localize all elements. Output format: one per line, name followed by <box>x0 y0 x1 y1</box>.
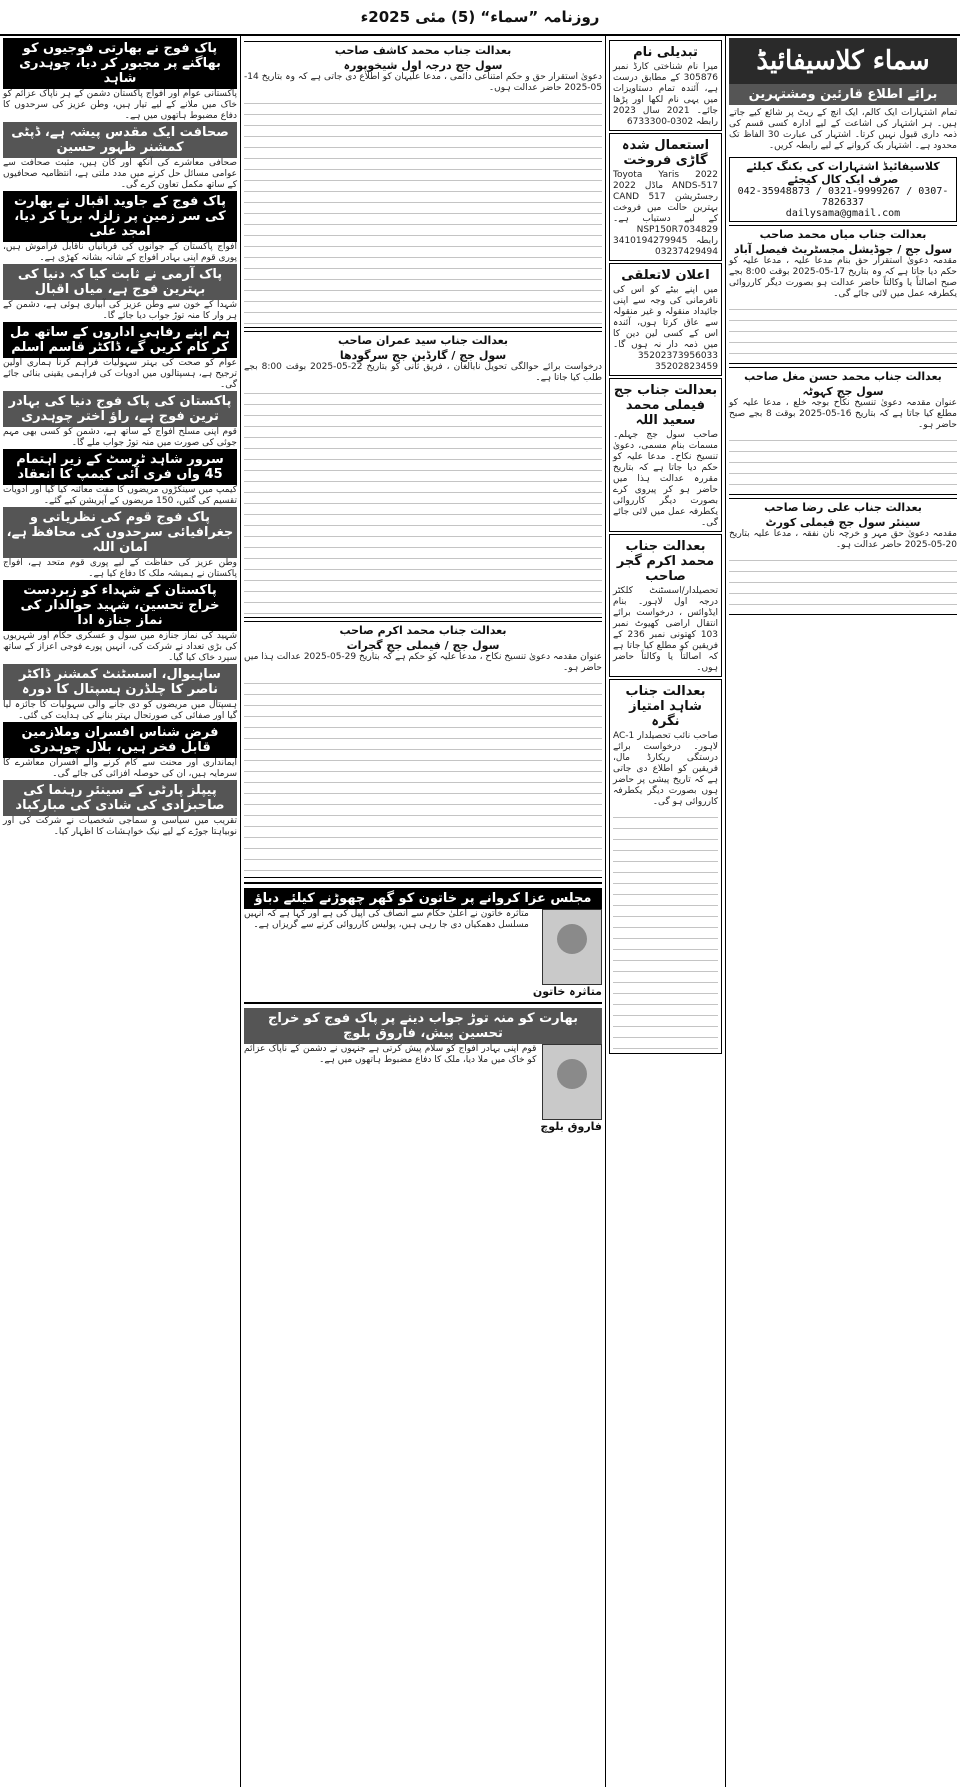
photo-silhouette <box>557 924 587 954</box>
photo-silhouette <box>557 1059 587 1089</box>
story-row <box>244 909 602 998</box>
ads-column <box>605 36 725 1787</box>
news-headline: پاکستان کے شہداء کو زبردست خراج تحسین، شہید حوالدار کی نماز جنازہ ادا <box>3 580 237 631</box>
notice-court: بعدالت جناب محمد حسن مغل صاحب <box>744 370 942 383</box>
booking-box <box>729 157 957 222</box>
notice-court: بعدالت جناب محمد اکرم صاحب <box>339 624 507 637</box>
ad-box <box>609 679 722 1054</box>
story-photo <box>540 1044 602 1133</box>
notice-text: درخواست برائے حوالگی تحویل نابالغان ، فریق ثانی کو بتاریخ 22-05-2025 بوقت 8:00 بجے طلب کیا جاتا ہے۔ <box>244 362 602 383</box>
story-headline: مجلس عزا کروانے پر خاتون کو گھر چھوڑنے کیلئے دباؤ <box>244 888 602 909</box>
news-headline: سرور شاہد ٹرسٹ کے زیر اہتمام 45 واں فری آئی کیمپ کا انعقاد <box>3 449 237 485</box>
woman-photo <box>542 909 602 985</box>
story-headline: بھارت کو منہ توڑ جواب دینے پر پاک فوج کو خراج تحسین پیش، فاروق بلوچ <box>244 1008 602 1044</box>
notice-text: مقدمہ دعویٰ حق مہر و خرچہ نان نفقہ ، مدعا علیہ بتاریخ 20-05-2025 حاضر عدالت ہو۔ <box>729 529 957 550</box>
ad-text: میں اپنے بیٹے کو اس کی نافرمانی کی وجہ سے اپنی جائیداد منقولہ و غیر منقولہ سے عاق کرتا ہوں، آئندہ اس کے کسی لین دین کا میں ذمہ دار نہ ہوں گا۔ 35202373956033 35202823459 <box>613 285 718 372</box>
ad-box <box>609 263 722 376</box>
news-headline: صحافت ایک مقدس پیشہ ہے، ڈپٹی کمشنر ظہور حسین <box>3 122 237 158</box>
ad-box <box>609 534 722 677</box>
ad-title: بعدالت جناب محمد اکرم گجر صاحب <box>616 539 715 584</box>
news-text: صحافی معاشرے کی آنکھ اور کان ہیں، مثبت صحافت سے عوامی مسائل حل کرنے میں مدد ملتی ہے، انتظامیہ صحافیوں کے ساتھ مکمل تعاون کرے گی۔ <box>3 158 237 190</box>
ad-title: استعمال شدہ گاڑی فروخت <box>621 138 710 168</box>
news-text: ایمانداری اور محنت سے کام کرنے والے افسران معاشرے کا سرمایہ ہیں، ان کی حوصلہ افزائی کی جائے گی۔ <box>3 758 237 779</box>
ad-text: صاحب نائب تحصیلدار AC-1 لاہور۔ درخواست برائے درستگی ریکارڈ مال، فریقین کو اطلاع دی جاتی ہے کہ تاریخ پیشی پر حاضر ہوں بصورت دیگر یکطرفہ کارروائی ہو گی۔ <box>613 731 718 807</box>
text-lines <box>729 434 957 494</box>
notice-judge: سول جج / فیملی جج گجرات <box>346 639 500 652</box>
news-headline: پاک فوج قوم کی نظریاتی و جغرافیائی سرحدوں کی محافظ ہے، امان اللہ <box>3 507 237 558</box>
booking-phones: 042-35948873 / 0321-9999267 / 0307-7826337 <box>737 186 949 208</box>
ad-title: اعلان لاتعلقی <box>621 268 710 283</box>
ad-box <box>609 40 722 131</box>
court-notice <box>244 621 602 878</box>
notice-text: دعویٰ استقرار حق و حکم امتناعی دائمی ، مدعا علیہان کو اطلاع دی جاتی ہے کہ وہ بتاریخ 14-05-2025 حاضر عدالت ہوں۔ <box>244 72 602 93</box>
notice-judge: سول جج کہوٹہ <box>802 385 884 398</box>
court-notice <box>729 367 957 495</box>
text-lines <box>613 811 718 1051</box>
news-text: شہدا کے خون سے وطن عزیز کی آبیاری ہوئی ہے، دشمن کے ہر وار کا منہ توڑ جواب دیا جائے گا۔ <box>3 300 237 321</box>
text-lines <box>244 677 602 877</box>
ad-title: تبدیلی نام <box>633 45 698 60</box>
text-lines <box>729 303 957 363</box>
notice-court: بعدالت جناب محمد کاشف صاحب <box>334 44 512 57</box>
news-text: کیمپ میں سینکڑوں مریضوں کا مفت معائنہ کیا گیا اور ادویات تقسیم کی گئیں، 150 مریضوں کے آپریشن کیے گئے۔ <box>3 485 237 506</box>
news-headline: ہم اپنے رفاہی اداروں کے ساتھ مل کر کام کریں گے، ڈاکٹر قاسم اسلم <box>3 322 237 358</box>
notice-judge: سول جج / گارڈین جج سرگودھا <box>339 349 507 362</box>
photo-caption: متاثرہ خاتون <box>532 985 602 998</box>
notice-court: بعدالت جناب علی رضا صاحب <box>764 501 922 514</box>
court-notice <box>729 225 957 364</box>
news-headline: پاک فوج کے جاوید اقبال نے بھارت کی سر زمین پر زلزلہ برپا کر دیا، امجد علی <box>3 191 237 242</box>
classified-column <box>725 36 960 1787</box>
notice-judge: سول جج / جوڈیشل مجسٹریٹ فیصل آباد <box>733 243 953 256</box>
news-headline: ساہیوال، اسسٹنٹ کمشنر ڈاکٹر ناصر کا چلڈرن ہسپتال کا دورہ <box>3 664 237 700</box>
classified-intro: تمام اشتہارات ایک کالم، ایک انچ کے ریٹ پر شائع کیے جاتے ہیں۔ ہر اشتہار کی اشاعت کے لیے ادارہ کسی قسم کی ذمہ داری قبول نہیں کرتا۔ اشتہار کی عبارت 30 الفاظ تک محدود ہے۔ اشتہار بک کروانے کے لیے رابطہ کریں۔ <box>729 108 957 151</box>
news-headline: پاک فوج نے بھارتی فوجیوں کو بھاگنے پر مجبور کر دیا، چوہدری شاہد <box>3 38 237 89</box>
news-text: شہید کی نماز جنازہ میں سول و عسکری حکام اور شہریوں کی بڑی تعداد نے شرکت کی، انہیں پورے فوجی اعزاز کے ساتھ سپرد خاک کیا گیا۔ <box>3 631 237 663</box>
ad-box <box>609 133 722 261</box>
news-text: پاکستانی عوام اور افواج پاکستان دشمن کے ہر ناپاک عزائم کو خاک میں ملانے کے لیے تیار ہیں، وطن عزیز کی سرحدوں کا دفاع مضبوط ہاتھوں میں ہے۔ <box>3 89 237 121</box>
news-text: افواج پاکستان کے جوانوں کی قربانیاں ناقابل فراموش ہیں، پوری قوم اپنی بہادر افواج کے شانہ بشانہ کھڑی ہے۔ <box>3 242 237 263</box>
ad-title: بعدالت جناب جج فیملی محمد سعید اللہ <box>613 383 718 428</box>
news-text: تقریب میں سیاسی و سماجی شخصیات نے شرکت کی اور نوبیاہتا جوڑے کے لیے نیک خواہشات کا اظہار کیا۔ <box>3 816 237 837</box>
notice-court: بعدالت جناب سید عمران صاحب <box>337 334 509 347</box>
news-column <box>0 36 240 1787</box>
notice-text: عنوان مقدمہ دعویٰ تنسیخ نکاح ، مدعا علیہ کو حکم ہے کہ بتاریخ 29-05-2025 عدالت ہذا میں حاضر ہو۔ <box>244 652 602 673</box>
news-headline: پیپلز پارٹی کے سینئر رہنما کی صاحبزادی کی شادی کی مبارکباد <box>3 780 237 816</box>
notice-text: عنوان مقدمہ دعویٰ تنسیخ نکاح بوجہ خلع ، مدعا علیہ کو مطلع کیا جاتا ہے کہ بتاریخ 16-05-2025 بوقت 8 بجے صبح حاضر ہو۔ <box>729 398 957 430</box>
ad-text: تحصیلدار/اسسٹنٹ کلکٹر درجہ اول لاہور۔ بنام ایڈوائس ، درخواست برائے انتقال اراضی کھیوٹ نمبر 103 کھتونی نمبر 236 کے فریقین کو مطلع کیا جاتا ہے کہ اصالتاً یا وکالتاً حاضر ہوں۔ <box>613 586 718 673</box>
booking-title: کلاسیفائیڈ اشتہارات کی بکنگ کیلئے صرف ایک کال کیجئے <box>746 160 940 186</box>
dateline: روزنامہ ”سماء“ (5) مئی 2025ء <box>0 0 960 36</box>
ad-text: میرا نام شناختی کارڈ نمبر 305876 کے مطابق درست ہے، آئندہ تمام دستاویزات میں یہی نام لکھا اور پڑھا جائے۔ 2021 سال 2023 رابطہ 0302-6733300 <box>613 62 718 127</box>
classified-logo: سماء کلاسیفائیڈ <box>729 38 957 84</box>
page-columns <box>0 36 960 1787</box>
notice-court: بعدالت جناب میاں محمد صاحب <box>759 228 927 241</box>
text-lines <box>244 387 602 617</box>
story-text: متاثرہ خاتون نے اعلیٰ حکام سے انصاف کی اپیل کی ہے اور کہا ہے کہ انہیں مسلسل دھمکیاں دی جا رہی ہیں، پولیس کارروائی کرنے سے گریزاں ہے۔ <box>244 909 529 930</box>
text-lines <box>729 554 957 614</box>
news-text: ہسپتال میں مریضوں کو دی جانے والی سہولیات کا جائزہ لیا گیا اور صفائی کی صورتحال بہتر بنانے کی ہدایت کی گئی۔ <box>3 700 237 721</box>
notice-text: مقدمہ دعویٰ استقرار حق بنام مدعا علیہ ، مدعا علیہ کو حکم دیا جاتا ہے کہ وہ بتاریخ 17-05-2025 بوقت 8:00 بجے صبح اصالتاً یا وکالتاً حاضر عدالت ہو بصورت دیگر کارروائی یکطرفہ عمل میں لائی جائے گی۔ <box>729 256 957 299</box>
court-notice <box>244 331 602 618</box>
ad-box <box>609 378 722 532</box>
court-notice <box>244 41 602 328</box>
notice-judge: سول جج درجہ اول شیخوپورہ <box>343 59 503 72</box>
classified-subtitle: برائے اطلاع قارئین ومشتہرین <box>729 84 957 105</box>
story-text: قوم اپنی بہادر افواج کو سلام پیش کرتی ہے جنہوں نے دشمن کے ناپاک عزائم کو خاک میں ملا دیا، ملک کا دفاع مضبوط ہاتھوں میں ہے۔ <box>244 1044 537 1065</box>
ad-text: صاحب سول جج جہلم۔ مسمات بنام مسمی، دعویٰ تنسیخ نکاح۔ مدعا علیہ کو حکم دیا جاتا ہے کہ بتاریخ مقررہ عدالت ہذا میں حاضر ہو کر پیروی کرے بصورت دیگر کارروائی یکطرفہ عمل میں لائی جائے گی۔ <box>613 430 718 528</box>
news-text: وطن عزیز کی حفاظت کے لیے پوری قوم متحد ہے، افواج پاکستان نے ہمیشہ ملک کا دفاع کیا ہے۔ <box>3 558 237 579</box>
man-photo <box>542 1044 602 1120</box>
news-headline: فرض شناس افسران وملازمین قابل فخر ہیں، بلال چوہدری <box>3 722 237 758</box>
text-lines <box>244 97 602 327</box>
news-text: قوم اپنی مسلح افواج کے ساتھ ہے، دشمن کو کسی بھی مہم جوئی کی صورت میں منہ توڑ جواب ملے گا۔ <box>3 427 237 448</box>
notice-judge: سینئر سول جج فیملی کورٹ <box>765 516 921 529</box>
court-notice <box>729 498 957 615</box>
ad-title: بعدالت جناب شاہد امتیاز نگرہ <box>625 684 706 729</box>
story-row <box>244 1044 602 1133</box>
ad-text: Toyota Yaris 2022 ANDS-517 ماڈل 2022 رجسٹریشن CAND 517 بہترین حالت میں فروخت کے لیے دستیاب ہے۔ NSP150R7034829 رابطہ 3410194279945 03237429494 <box>613 170 718 257</box>
news-headline: پاکستان کی پاک فوج دنیا کی بہادر ترین فوج ہے، راؤ اختر چوہدری <box>3 391 237 427</box>
story-photo <box>533 909 602 998</box>
divider <box>244 1002 602 1004</box>
notices-column <box>240 36 605 1787</box>
news-text: عوام کو صحت کی بہتر سہولیات فراہم کرنا ہماری اولین ترجیح ہے، ہسپتالوں میں ادویات کی فراہمی یقینی بنائی جائے گی۔ <box>3 358 237 390</box>
booking-email: dailysama@gmail.com <box>785 208 901 219</box>
news-headline: پاک آرمی نے ثابت کیا کہ دنیا کی بہترین فوج ہے، میاں اقبال <box>3 264 237 300</box>
divider <box>244 882 602 884</box>
photo-caption: فاروق بلوچ <box>540 1120 602 1133</box>
